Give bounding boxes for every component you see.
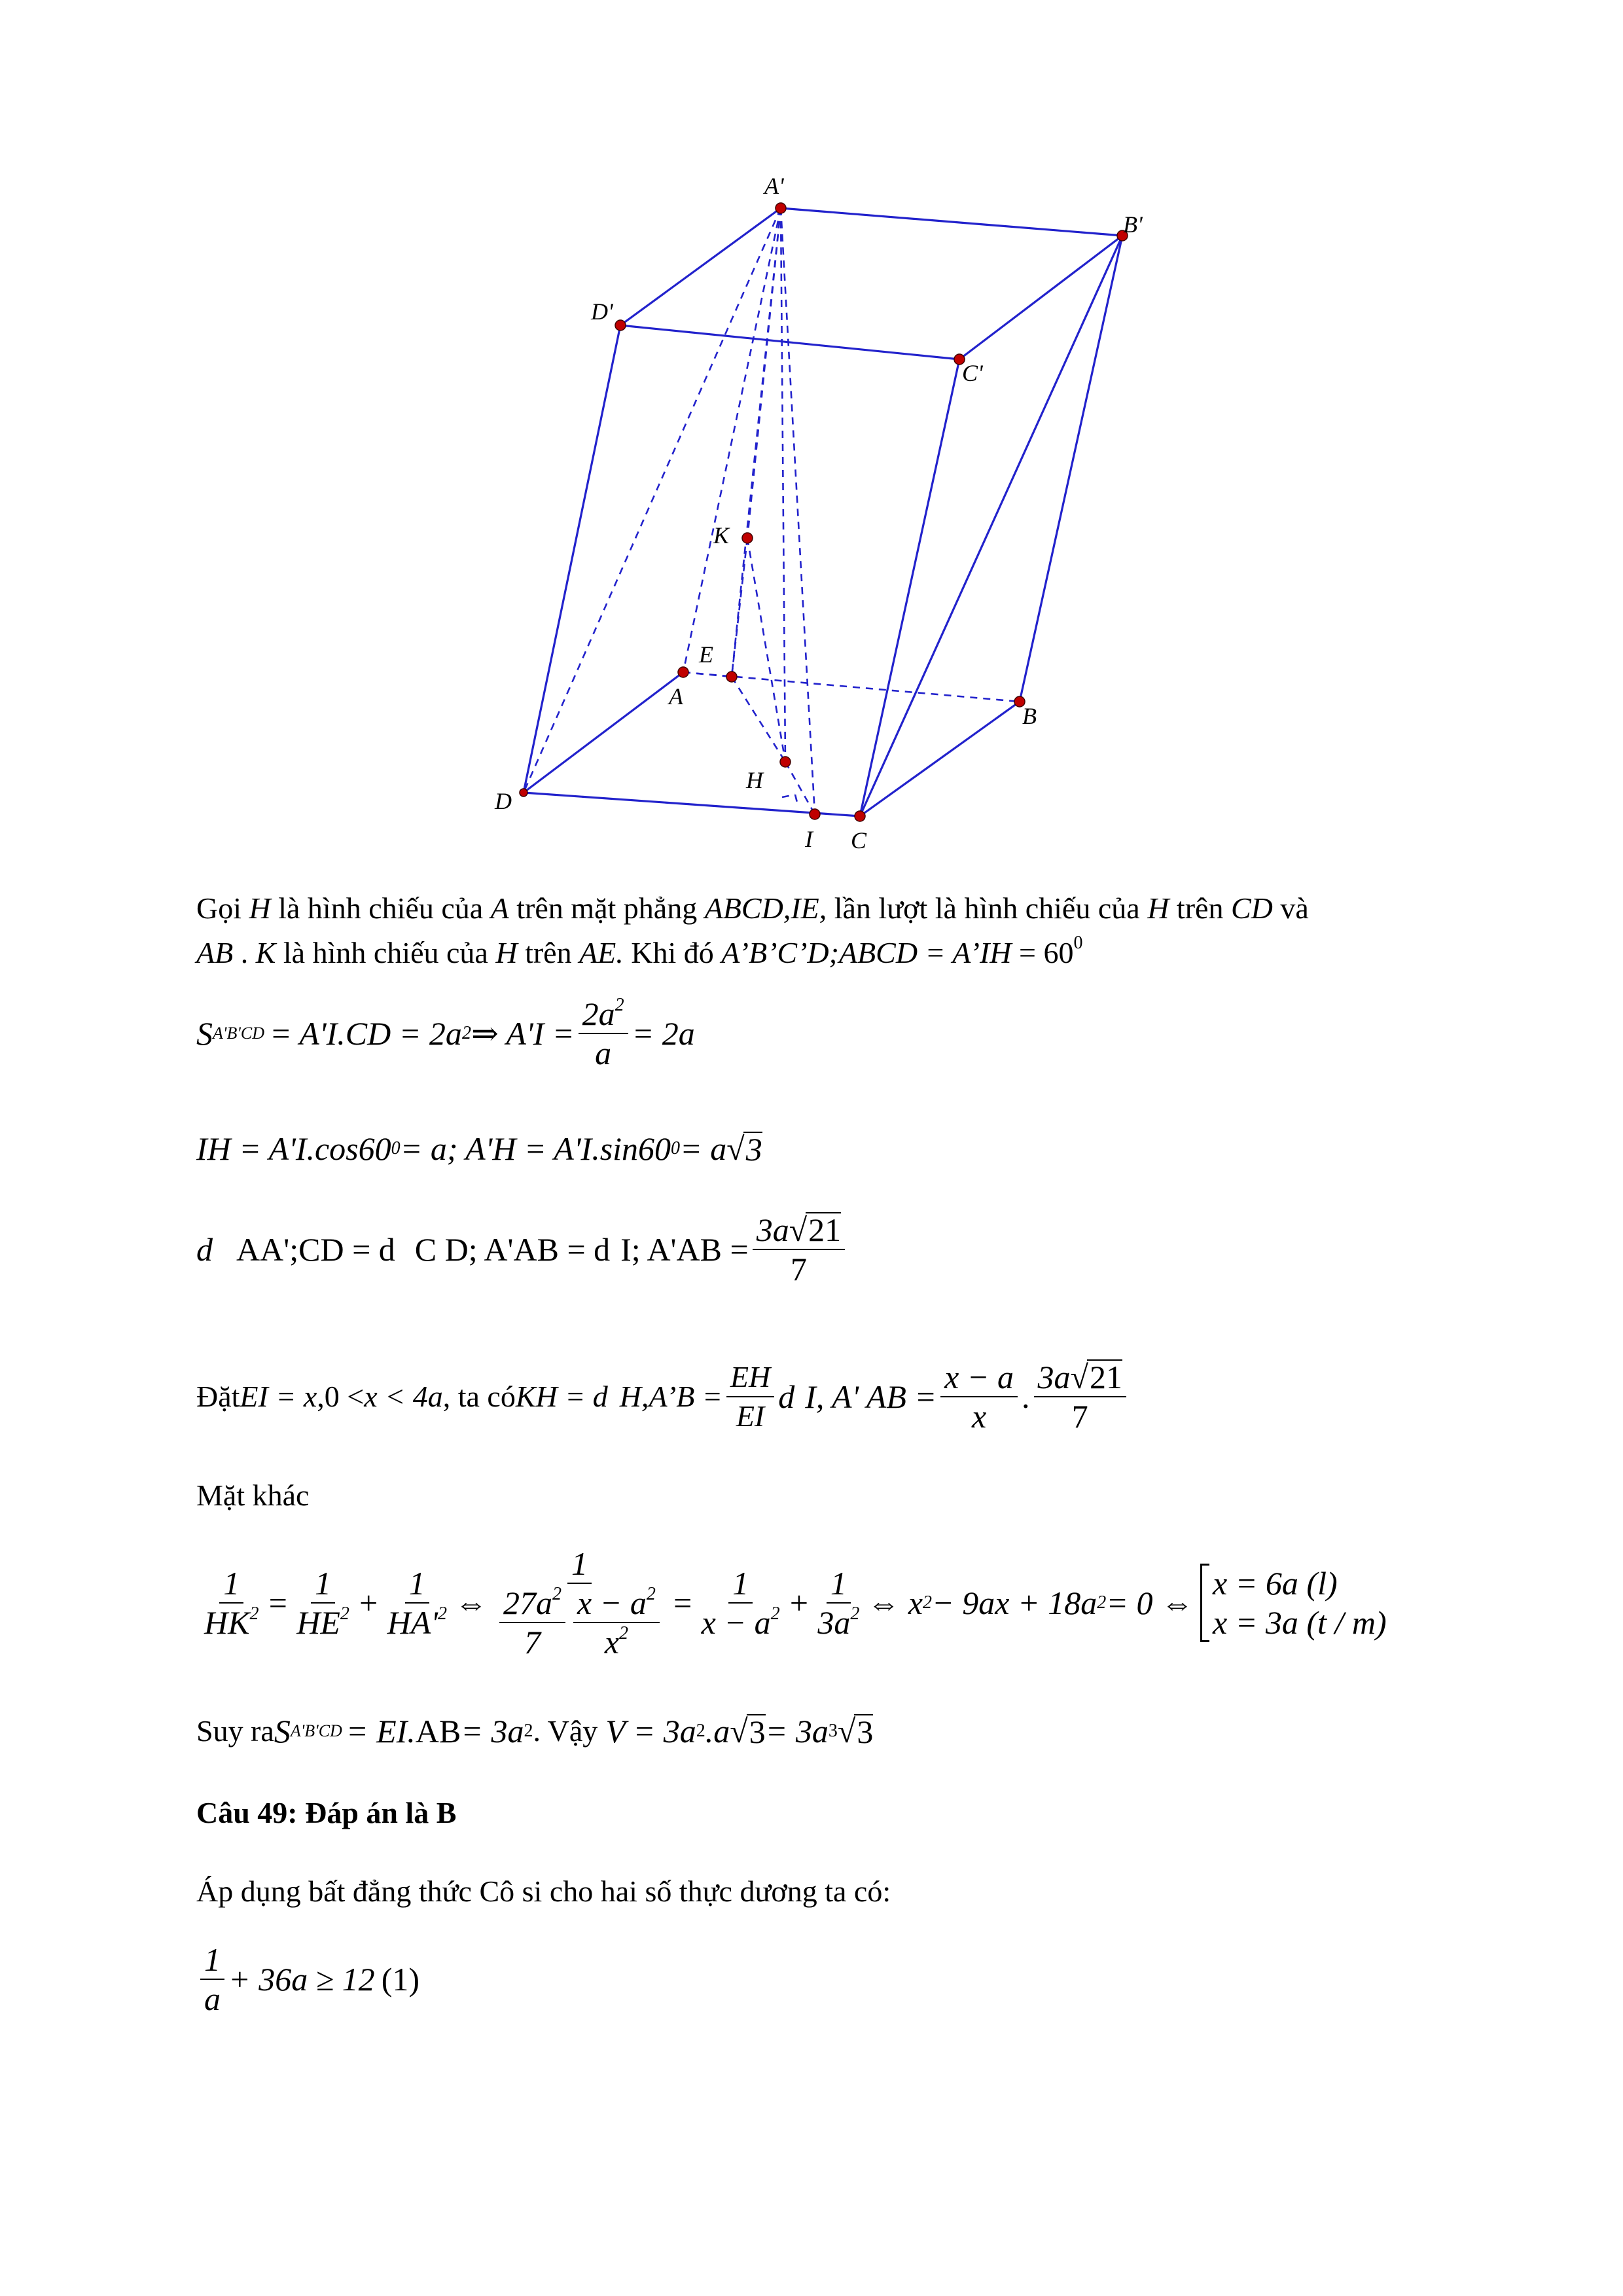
text: EI [736,1399,765,1433]
fraction [726,1358,774,1435]
fraction [940,1358,1018,1435]
text: 1 [219,1564,243,1604]
fraction: $\frac{3a√21}{7}$ [753,1211,845,1288]
text: 3 [854,1714,873,1748]
text: x < 4a [364,1380,443,1413]
text: .a [705,1713,730,1749]
text: x − a [577,1585,647,1621]
fraction: $\frac{3a√21}{7}$ [1034,1358,1126,1435]
text: và [1272,891,1309,925]
fraction [698,1564,784,1641]
text: . [1022,1378,1030,1415]
text: 2 [646,1584,656,1604]
text: ⇒ A'I = [471,1015,575,1052]
text: S [196,1015,213,1052]
text: trên mặt phẳng [508,891,705,925]
fraction [200,1941,224,2018]
text: − 9ax + 18a [932,1585,1097,1621]
text: H,A’B = [619,1380,722,1413]
label-I: I [805,826,813,852]
text: H [495,936,518,969]
text: ⇔ [454,1585,488,1621]
text: x − a [701,1604,771,1641]
text: 1 [405,1564,429,1604]
text: x [971,1398,987,1435]
text: A [490,891,509,925]
text: = [266,1585,289,1621]
text: C D; A'AB = d [414,1231,611,1268]
text: 3 [747,1714,766,1748]
text: . Vậy [533,1714,598,1748]
text: a [595,1035,612,1071]
text: 7 [1071,1398,1088,1435]
text: AB [415,1713,461,1749]
text: (t / m) [1306,1604,1387,1641]
text: 2a [582,996,615,1032]
text: 27a [503,1585,552,1621]
text: 1 [728,1564,753,1604]
text: I; A'AB = [620,1231,749,1268]
text: 3a [1037,1359,1071,1395]
text: . [233,936,256,969]
text-cauchy: Áp dụng bất đẳng thức Cô si cho hai số thực dương ta có: [196,1874,891,1908]
text: 2 [340,1604,349,1624]
equation-inequality [196,1941,419,2018]
text: 3a [817,1604,851,1641]
equation-volume: Suy ra S A'B'CD = EI. AB = 3a 2 . Vậy V = 3a 2 .a √ 3 = 3a 3 √ 3 [196,1713,874,1750]
fraction [200,1564,262,1641]
text: EI = x [240,1380,317,1413]
fraction [499,1584,565,1661]
text: 3a [756,1211,789,1248]
text: V = 3a [605,1713,696,1749]
text: H [249,891,271,925]
text: + 36a ≥ 12 [228,1961,375,1998]
text: d [196,1231,213,1268]
text: 2 [770,1604,780,1624]
text: a [204,1981,221,2017]
text: , ta có [442,1380,516,1413]
text: ABCD [704,891,783,925]
text: 3 [743,1132,762,1166]
label-D1: D' [591,298,613,325]
text: = 60 [1011,936,1074,969]
text: 2 [619,1623,629,1643]
label-B1: B' [1123,211,1143,238]
text: H [1147,891,1169,925]
fraction [293,1564,353,1641]
text: S [274,1713,291,1749]
text: 2 [249,1604,259,1624]
text: 2 [437,1604,447,1624]
text: d [778,1378,795,1415]
label-C1: C' [962,360,983,386]
text: = [671,1585,694,1621]
text: (1) [381,1961,419,1998]
equation-ih: IH = A'I.cos60 0 = a; A'H = A'I.sin60 0 = a √ 3 [196,1130,762,1168]
text: K [255,936,276,969]
text: ,0 < [317,1380,365,1413]
text: = a; A'H = A'I.sin60 [400,1130,671,1167]
text: = EI. [346,1713,416,1749]
text: là hình chiếu của [270,891,491,925]
label-E: E [699,641,713,668]
text: x = 3a [1212,1604,1298,1641]
text: 7 [790,1251,807,1287]
text: AA';CD = d [236,1231,395,1268]
solution-cases [1200,1564,1387,1642]
text: x − a [940,1358,1018,1397]
text: = a [680,1130,727,1167]
text: HA' [387,1604,438,1641]
paragraph-intro [196,889,1309,973]
text: + [357,1585,380,1621]
text: trên [1169,891,1231,925]
text: I, A' AB = [805,1378,937,1415]
text: 1 [827,1564,851,1604]
label-H: H [746,767,763,793]
text: ⇔ x [867,1585,923,1621]
text: + [787,1585,810,1621]
text: KH = d [515,1380,608,1413]
label-C: C [851,827,867,853]
text: x = 6a [1212,1565,1298,1602]
text: AE. [579,936,624,969]
fraction [813,1564,863,1641]
geometry-figure [0,0,1623,877]
label-D: D [495,788,512,814]
text: là hình chiếu của [276,936,496,969]
label-A: A [669,683,683,709]
text: Suy ra [196,1714,274,1748]
text-mat-khac: Mặt khác [196,1479,310,1512]
text: Khi đó [623,936,722,969]
text: = 3a [461,1713,524,1749]
text: trên [517,936,580,969]
text: 7 [524,1624,541,1660]
text: = 2a [632,1015,695,1052]
label-A1: A' [764,173,784,199]
text: 2 [552,1584,562,1604]
text: A’B’C’D;ABCD = A’IH [721,936,1012,969]
equation-reciprocal: $\frac{1}{HK^2}$ = $\frac{1}{HE^2}$ + $\frac{1}{HA'^2}$ ⇔ 1 $\frac{27a^2}{7}$ $\frac{x - a^2}{x^2}$ = $\frac{1}{x - a^2}$ + $\frac{1}{3a^2}$ ⇔ x 2 − 9ax + 18a 2 = 0 ⇔ x = 6a (l) x = 3a (t / m) [196,1545,1387,1661]
text: IH = A'I.cos60 [196,1130,391,1167]
text: (l) [1306,1565,1338,1602]
text: HE [296,1604,340,1641]
text: = 3a [765,1713,829,1749]
text: 1 [567,1545,592,1584]
text: 2 [615,995,624,1015]
question-heading: Câu 49: Đáp án là B [196,1796,457,1829]
text: 2 [850,1604,860,1624]
fraction [573,1584,660,1661]
fraction [383,1564,451,1641]
equation-distance [196,1211,849,1288]
point-labels [494,173,1143,853]
text: EH [726,1358,774,1397]
text: ,IE, [783,891,827,925]
text: Gọi [196,891,249,925]
text: lần lượt là hình chiếu của [827,891,1148,925]
label-B: B [1022,703,1037,729]
text: = A'I.CD = 2a [270,1015,462,1052]
equation-area: S A'B'CD = A'I.CD = 2a 2 ⇒ A'I = $\frac{2a^2}{a}$ = 2a [196,995,695,1071]
text: 1 [200,1941,224,1980]
fraction [579,995,628,1072]
text: Đặt [196,1380,240,1413]
text: 1 [311,1564,335,1604]
text: AB [196,936,234,969]
text: = 0 ⇔ [1106,1585,1194,1621]
text: 0 [1073,933,1083,953]
text: CD [1230,891,1273,925]
fraction [491,1545,668,1661]
text: 21 [806,1212,841,1246]
text: x [604,1624,620,1660]
label-K: K [713,522,730,548]
text: HK [204,1604,250,1641]
equation-kh [196,1358,1130,1435]
text: 21 [1087,1359,1122,1393]
